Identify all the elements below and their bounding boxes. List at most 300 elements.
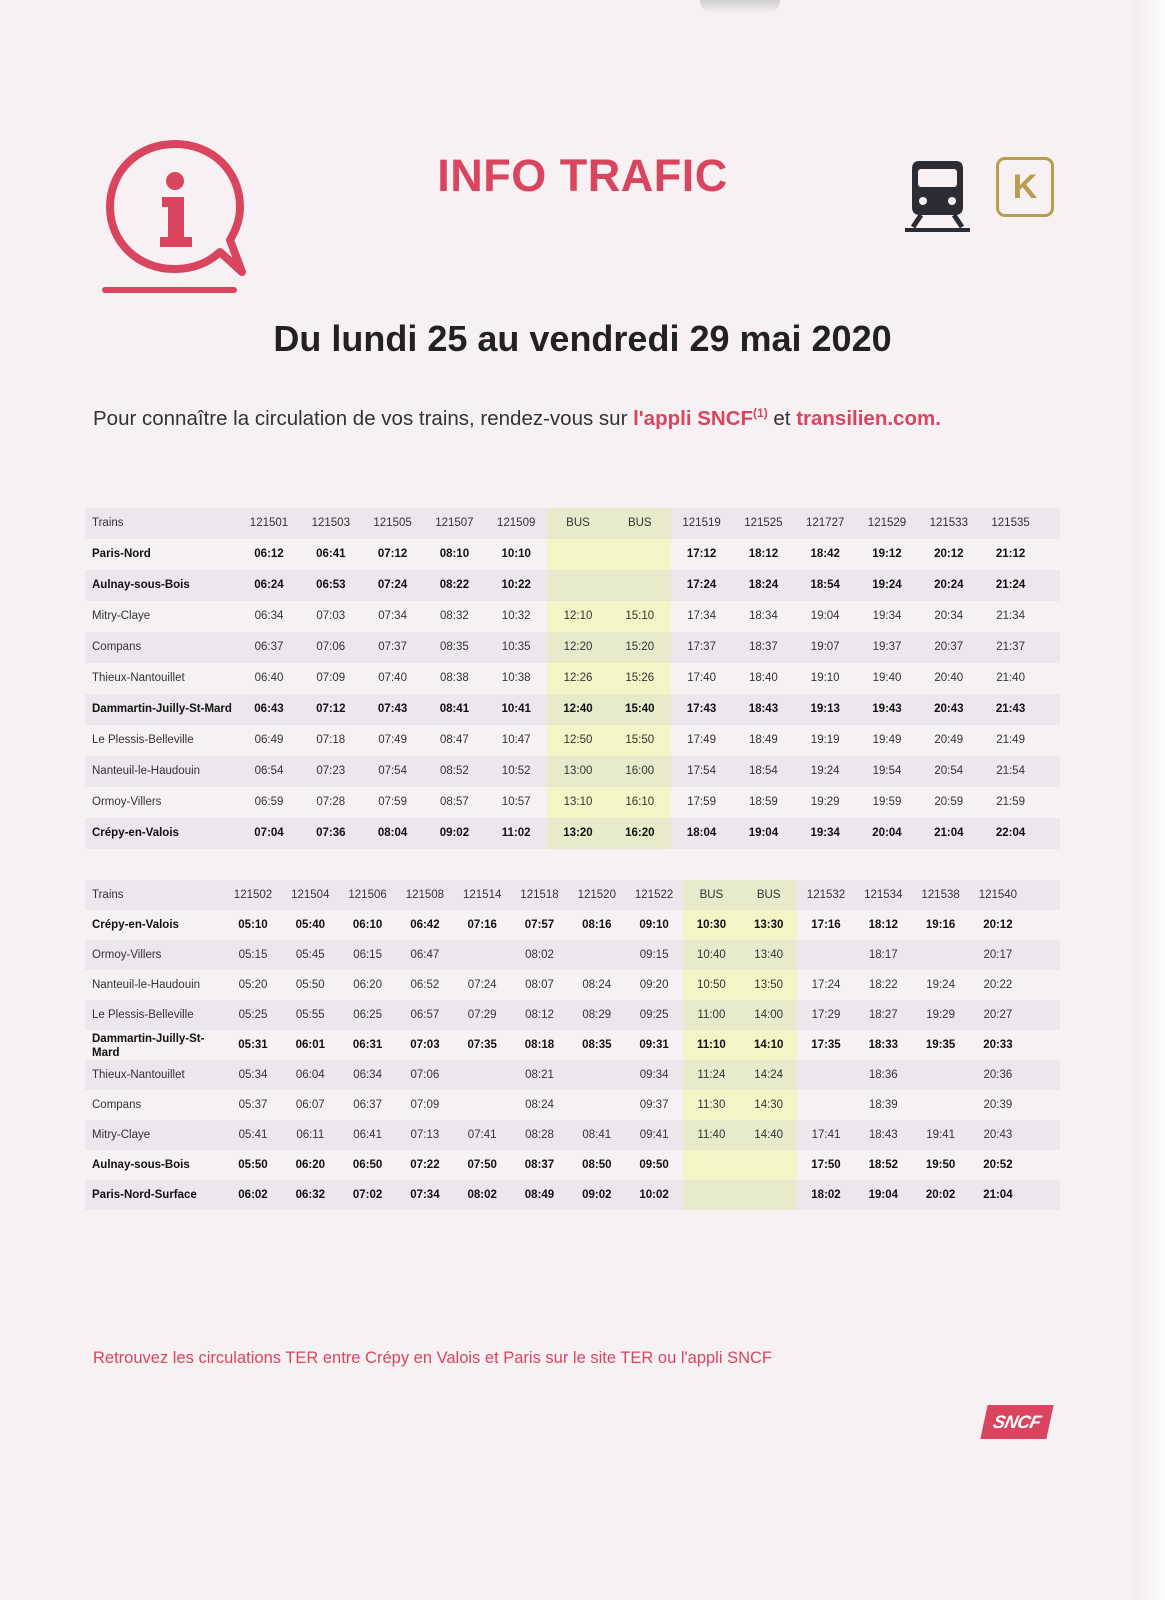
time-cell: 18:33 <box>868 1039 898 1051</box>
train-number-header: 121727 <box>806 517 845 529</box>
time-cell: 18:54 <box>749 765 778 777</box>
time-cell: 19:49 <box>872 734 902 746</box>
time-cell: 17:24 <box>811 979 841 991</box>
time-cell: 19:37 <box>872 641 902 653</box>
table-row <box>85 756 1060 787</box>
table-row <box>85 570 1060 601</box>
time-cell: 06:40 <box>254 672 284 684</box>
time-cell: 06:20 <box>353 979 382 991</box>
time-cell: 21:43 <box>995 703 1026 715</box>
time-cell: 19:24 <box>810 765 840 777</box>
time-cell: 08:57 <box>440 796 469 808</box>
time-cell <box>547 570 609 601</box>
time-cell: 18:37 <box>749 641 778 653</box>
time-cell: 05:10 <box>238 919 268 931</box>
time-cell: 06:37 <box>254 641 284 653</box>
time-cell: 08:18 <box>524 1039 555 1051</box>
time-cell: 10:02 <box>639 1189 669 1201</box>
table-row <box>85 1150 1060 1180</box>
time-cell <box>547 539 609 570</box>
time-cell: 15:40 <box>625 703 655 715</box>
time-cell: 09:34 <box>639 1069 669 1081</box>
time-cell: 19:34 <box>810 827 840 839</box>
time-cell: 11:00 <box>697 1009 726 1021</box>
train-number-header: 121532 <box>806 889 846 901</box>
time-cell <box>454 1090 511 1120</box>
station-name: Thieux-Nantouillet <box>92 1069 185 1081</box>
time-cell: 18:04 <box>686 827 717 839</box>
time-cell: 08:21 <box>525 1069 554 1081</box>
time-cell <box>912 1090 969 1120</box>
time-cell: 10:35 <box>501 641 531 653</box>
time-cell: 19:59 <box>872 796 902 808</box>
station-name: Mitry-Claye <box>92 1129 151 1141</box>
time-cell: 07:29 <box>467 1009 497 1021</box>
time-cell: 09:10 <box>639 919 669 931</box>
station-name: Compans <box>92 1099 142 1111</box>
time-cell: 17:35 <box>811 1039 841 1051</box>
time-cell <box>740 1150 797 1180</box>
time-cell: 05:55 <box>295 1009 325 1021</box>
time-cell: 20:36 <box>983 1069 1013 1081</box>
train-number-header: 121529 <box>867 517 907 529</box>
time-cell: 09:15 <box>639 949 669 961</box>
footnote-marker: (1) <box>753 406 768 420</box>
time-cell: 05:41 <box>238 1129 268 1141</box>
time-cell: 07:12 <box>316 703 346 715</box>
time-cell: 18:02 <box>811 1189 841 1201</box>
time-cell: 06:41 <box>353 1129 382 1141</box>
time-cell: 07:12 <box>377 548 408 560</box>
time-cell: 08:52 <box>440 765 469 777</box>
time-cell: 06:59 <box>254 796 284 808</box>
time-cell: 18:42 <box>810 548 840 560</box>
train-number-header: 121533 <box>929 517 968 529</box>
station-name: Thieux-Nantouillet <box>92 672 185 684</box>
station-name: Mitry-Claye <box>92 610 151 622</box>
time-cell: 07:40 <box>378 672 407 684</box>
train-number-header: 121534 <box>864 889 903 901</box>
time-cell: 06:47 <box>410 949 440 961</box>
time-cell: 18:12 <box>748 548 779 560</box>
time-cell: 16:10 <box>625 796 655 808</box>
table-header-row <box>85 880 1060 910</box>
time-cell: 10:50 <box>697 979 726 991</box>
time-cell: 08:16 <box>582 919 612 931</box>
time-cell: 21:54 <box>996 765 1025 777</box>
time-cell: 17:59 <box>687 796 716 808</box>
time-cell: 20:34 <box>934 610 964 622</box>
time-cell: 19:04 <box>868 1189 898 1201</box>
time-cell: 10:40 <box>697 949 726 961</box>
train-number-header: 121540 <box>978 889 1018 901</box>
time-cell: 18:40 <box>749 672 778 684</box>
time-cell: 12:40 <box>563 703 593 715</box>
train-number-header: 121507 <box>435 517 474 529</box>
time-cell: 10:32 <box>501 610 531 622</box>
time-cell: 06:32 <box>295 1189 325 1201</box>
time-cell: 08:41 <box>582 1129 612 1141</box>
table-row <box>85 1060 1060 1090</box>
time-cell: 08:24 <box>525 1099 554 1111</box>
time-cell: 17:40 <box>687 672 716 684</box>
time-cell: 10:30 <box>696 919 727 931</box>
time-cell: 13:40 <box>754 949 784 961</box>
station-name: Ormoy-Villers <box>92 796 162 808</box>
time-cell: 09:25 <box>639 1009 669 1021</box>
time-cell: 07:57 <box>524 919 555 931</box>
time-cell: 17:24 <box>686 579 717 591</box>
time-cell: 11:30 <box>697 1099 726 1111</box>
time-cell: 11:40 <box>697 1129 726 1141</box>
train-number-header: 121520 <box>577 889 616 901</box>
intro-lead: Pour connaître la circulation de vos trains, rendez-vous sur <box>93 406 634 430</box>
time-cell: 06:37 <box>353 1099 382 1111</box>
time-cell: 19:04 <box>810 610 840 622</box>
time-cell <box>568 1060 625 1090</box>
train-number-header: 121504 <box>291 889 330 901</box>
train-icon <box>905 155 970 235</box>
time-cell: 21:37 <box>996 641 1025 653</box>
time-cell: 17:41 <box>811 1129 841 1141</box>
time-cell: 07:43 <box>377 703 408 715</box>
station-name: Aulnay-sous-Bois <box>92 1159 190 1171</box>
table-row <box>85 1120 1060 1150</box>
train-number-header: 121508 <box>405 889 445 901</box>
time-cell: 08:12 <box>525 1009 554 1021</box>
time-cell: 17:54 <box>687 765 716 777</box>
table-row <box>85 601 1060 632</box>
time-cell: 06:43 <box>254 703 284 715</box>
time-cell: 19:54 <box>872 765 902 777</box>
time-cell: 18:24 <box>748 579 779 591</box>
time-cell: 10:57 <box>501 796 531 808</box>
time-cell <box>912 1060 969 1090</box>
table-row <box>85 818 1060 849</box>
time-cell: 06:10 <box>352 919 383 931</box>
time-cell: 08:47 <box>440 734 469 746</box>
time-cell: 06:11 <box>296 1129 325 1141</box>
time-cell: 12:26 <box>563 672 593 684</box>
time-cell: 15:26 <box>625 672 655 684</box>
time-cell: 08:28 <box>525 1129 554 1141</box>
date-title: Du lundi 25 au vendredi 29 mai 2020 <box>273 318 892 359</box>
station-name: Crépy-en-Valois <box>92 919 179 931</box>
time-cell: 08:04 <box>377 827 408 839</box>
time-cell: 19:19 <box>810 734 840 746</box>
time-cell: 07:24 <box>467 979 497 991</box>
train-number-header: 121538 <box>921 889 960 901</box>
time-cell: 20:54 <box>934 765 964 777</box>
time-cell: 08:38 <box>440 672 469 684</box>
time-cell: 16:00 <box>625 765 655 777</box>
time-cell: 19:12 <box>872 548 902 560</box>
time-cell: 10:52 <box>501 765 531 777</box>
time-cell: 21:59 <box>996 796 1025 808</box>
time-cell: 07:34 <box>410 1189 440 1201</box>
train-number-header: 121522 <box>634 889 674 901</box>
time-cell: 12:20 <box>563 641 593 653</box>
time-cell: 07:03 <box>410 1039 440 1051</box>
station-name: Nanteuil-le-Haudouin <box>92 979 201 991</box>
time-cell: 10:47 <box>501 734 531 746</box>
time-cell: 21:40 <box>996 672 1025 684</box>
time-cell: 17:49 <box>687 734 716 746</box>
time-cell: 07:24 <box>377 579 408 591</box>
time-cell: 18:54 <box>810 579 840 591</box>
time-cell: 20:40 <box>934 672 964 684</box>
train-number-header: BUS <box>756 889 781 901</box>
time-cell: 07:13 <box>410 1129 440 1141</box>
time-cell: 07:09 <box>316 672 346 684</box>
time-cell: 17:12 <box>686 548 717 560</box>
time-cell <box>609 539 671 570</box>
station-name: Aulnay-sous-Bois <box>92 579 190 591</box>
time-cell <box>740 1180 797 1210</box>
time-cell: 14:00 <box>754 1009 784 1021</box>
time-cell: 20:37 <box>934 641 964 653</box>
time-cell: 06:31 <box>352 1039 383 1051</box>
trains-header: Trains <box>92 517 124 529</box>
train-number-header: 121519 <box>682 517 721 529</box>
intro-text <box>93 406 941 431</box>
time-cell: 09:20 <box>639 979 669 991</box>
time-cell: 20:12 <box>983 919 1013 931</box>
time-cell: 13:10 <box>563 796 593 808</box>
station-name: Dammartin-Juilly-St-Mard <box>92 1033 205 1059</box>
time-cell: 15:50 <box>625 734 655 746</box>
time-cell: 19:50 <box>925 1159 956 1171</box>
station-name: Crépy-en-Valois <box>92 827 179 839</box>
time-cell: 08:07 <box>525 979 554 991</box>
time-cell: 05:20 <box>238 979 268 991</box>
time-cell: 07:35 <box>467 1039 497 1051</box>
time-cell: 08:37 <box>524 1159 555 1171</box>
train-number-header: 121502 <box>233 889 273 901</box>
time-cell: 07:06 <box>410 1069 440 1081</box>
time-cell: 05:25 <box>238 1009 268 1021</box>
timetable-outbound <box>85 508 1060 849</box>
trains-header: Trains <box>92 889 124 901</box>
time-cell: 18:34 <box>749 610 778 622</box>
time-cell: 10:22 <box>501 579 531 591</box>
time-cell: 19:41 <box>926 1129 955 1141</box>
time-cell: 05:50 <box>238 1159 268 1171</box>
time-cell: 06:42 <box>410 919 440 931</box>
time-cell: 12:50 <box>563 734 593 746</box>
time-cell: 06:41 <box>316 548 346 560</box>
time-cell: 14:40 <box>754 1129 784 1141</box>
station-name: Compans <box>92 641 142 653</box>
time-cell <box>609 570 671 601</box>
time-cell: 17:34 <box>687 610 716 622</box>
time-cell: 16:20 <box>625 827 655 839</box>
train-number-header: BUS <box>566 517 590 529</box>
time-cell: 08:35 <box>440 641 469 653</box>
time-cell: 19:13 <box>810 703 840 715</box>
station-name: Dammartin-Juilly-St-Mard <box>92 703 232 715</box>
time-cell: 20:49 <box>934 734 964 746</box>
station-name: Paris-Nord-Surface <box>92 1189 197 1201</box>
time-cell: 18:49 <box>749 734 778 746</box>
time-cell: 21:04 <box>983 1189 1013 1201</box>
time-cell: 11:02 <box>501 827 531 839</box>
table-row <box>85 1030 1060 1060</box>
time-cell: 07:50 <box>467 1159 497 1171</box>
station-name: Nanteuil-le-Haudouin <box>92 765 201 777</box>
page-title: INFO TRAFIC <box>437 150 728 201</box>
time-cell: 18:52 <box>868 1159 898 1171</box>
time-cell: 21:04 <box>934 827 964 839</box>
time-cell: 17:37 <box>687 641 716 653</box>
table-row <box>85 694 1060 725</box>
time-cell: 19:07 <box>810 641 840 653</box>
time-cell: 05:37 <box>238 1099 268 1111</box>
time-cell: 15:10 <box>625 610 655 622</box>
time-cell: 20:43 <box>983 1129 1013 1141</box>
time-cell: 06:53 <box>316 579 346 591</box>
train-number-header: 121505 <box>373 517 412 529</box>
time-cell: 20:59 <box>934 796 964 808</box>
time-cell <box>797 1060 854 1090</box>
time-cell: 21:49 <box>996 734 1025 746</box>
time-cell: 08:02 <box>467 1189 497 1201</box>
table-row <box>85 970 1060 1000</box>
time-cell: 19:29 <box>926 1009 955 1021</box>
appli-sncf-link[interactable]: l'appli SNCF <box>633 406 754 430</box>
time-cell: 20:39 <box>983 1099 1013 1111</box>
time-cell: 20:33 <box>983 1039 1013 1051</box>
time-cell: 05:45 <box>295 949 325 961</box>
time-cell: 17:29 <box>811 1009 841 1021</box>
time-cell <box>568 1090 625 1120</box>
time-cell: 13:30 <box>753 919 784 931</box>
time-cell: 05:31 <box>238 1039 268 1051</box>
time-cell: 19:35 <box>925 1039 956 1051</box>
time-cell: 09:31 <box>639 1039 669 1051</box>
time-cell: 07:04 <box>254 827 284 839</box>
time-cell: 19:16 <box>925 919 956 931</box>
train-number-header: 121506 <box>348 889 387 901</box>
time-cell: 07:18 <box>316 734 346 746</box>
time-cell: 07:09 <box>410 1099 440 1111</box>
time-cell: 18:43 <box>868 1129 898 1141</box>
train-number-header: 121514 <box>463 889 502 901</box>
time-cell <box>454 940 511 970</box>
table-row <box>85 1090 1060 1120</box>
time-cell <box>912 940 969 970</box>
time-cell: 06:34 <box>254 610 284 622</box>
time-cell: 05:15 <box>238 949 268 961</box>
sncf-logo: SNCF <box>980 1405 1053 1439</box>
train-number-header: 121525 <box>744 517 783 529</box>
train-number-header: 121501 <box>249 517 289 529</box>
time-cell: 19:29 <box>810 796 840 808</box>
time-cell: 05:40 <box>295 919 325 931</box>
time-cell: 09:02 <box>582 1189 612 1201</box>
timetable-inbound <box>85 880 1060 1211</box>
time-cell: 07:23 <box>316 765 346 777</box>
time-cell: 19:43 <box>872 703 902 715</box>
table-row <box>85 725 1060 756</box>
train-number-header: 121518 <box>520 889 559 901</box>
time-cell: 13:00 <box>563 765 593 777</box>
time-cell: 20:52 <box>983 1159 1013 1171</box>
time-cell: 17:16 <box>811 919 841 931</box>
train-number-header: BUS <box>627 517 652 529</box>
station-name: Le Plessis-Belleville <box>92 734 194 746</box>
time-cell: 20:04 <box>872 827 902 839</box>
time-cell: 07:59 <box>378 796 407 808</box>
line-badge: K <box>996 157 1054 217</box>
time-cell: 19:24 <box>926 979 955 991</box>
paper-edge <box>1133 0 1165 1600</box>
time-cell: 07:49 <box>378 734 407 746</box>
time-cell: 06:01 <box>295 1039 325 1051</box>
time-cell: 06:07 <box>295 1099 325 1111</box>
time-cell: 07:06 <box>316 641 346 653</box>
station-name: Ormoy-Villers <box>92 949 162 961</box>
time-cell: 10:41 <box>501 703 531 715</box>
time-cell <box>683 1180 740 1210</box>
time-cell: 12:10 <box>563 610 593 622</box>
time-cell: 20:02 <box>925 1189 956 1201</box>
time-cell: 07:22 <box>410 1159 440 1171</box>
time-cell: 20:27 <box>983 1009 1013 1021</box>
table-row <box>85 910 1060 940</box>
time-cell: 15:20 <box>625 641 655 653</box>
time-cell: 06:57 <box>410 1009 440 1021</box>
time-cell: 06:24 <box>254 579 284 591</box>
time-cell <box>797 1090 854 1120</box>
time-cell: 20:17 <box>983 949 1013 961</box>
time-cell: 06:34 <box>353 1069 382 1081</box>
time-cell: 09:37 <box>639 1099 669 1111</box>
table-row <box>85 632 1060 663</box>
footer-note: Retrouvez les circulations TER entre Crépy en Valois et Paris sur le site TER ou l'appli SNCF <box>93 1349 773 1367</box>
time-cell: 14:24 <box>754 1069 784 1081</box>
time-cell: 18:59 <box>749 796 778 808</box>
time-cell: 18:36 <box>868 1069 898 1081</box>
train-number-header: BUS <box>699 889 724 901</box>
time-cell: 20:22 <box>983 979 1013 991</box>
table-row <box>85 1000 1060 1030</box>
time-cell: 19:34 <box>872 610 902 622</box>
intro-end: . <box>935 406 941 430</box>
table-row <box>85 787 1060 818</box>
transilien-link[interactable]: transilien.com <box>796 406 936 430</box>
time-cell: 13:20 <box>563 827 593 839</box>
time-cell <box>454 1060 511 1090</box>
time-cell: 07:34 <box>378 610 407 622</box>
time-cell: 18:17 <box>868 949 898 961</box>
time-cell: 07:02 <box>352 1189 383 1201</box>
train-number-header: 121535 <box>991 517 1030 529</box>
time-cell: 08:32 <box>440 610 469 622</box>
time-cell: 19:24 <box>872 579 902 591</box>
time-cell: 18:22 <box>868 979 898 991</box>
time-cell: 06:49 <box>254 734 284 746</box>
time-cell: 17:50 <box>811 1159 841 1171</box>
time-cell: 11:24 <box>697 1069 726 1081</box>
time-cell: 08:10 <box>439 548 470 560</box>
time-cell: 08:41 <box>439 703 470 715</box>
time-cell: 09:02 <box>439 827 470 839</box>
time-cell: 07:41 <box>467 1129 497 1141</box>
train-number-header: 121503 <box>311 517 350 529</box>
time-cell: 07:37 <box>378 641 407 653</box>
time-cell: 19:40 <box>872 672 902 684</box>
